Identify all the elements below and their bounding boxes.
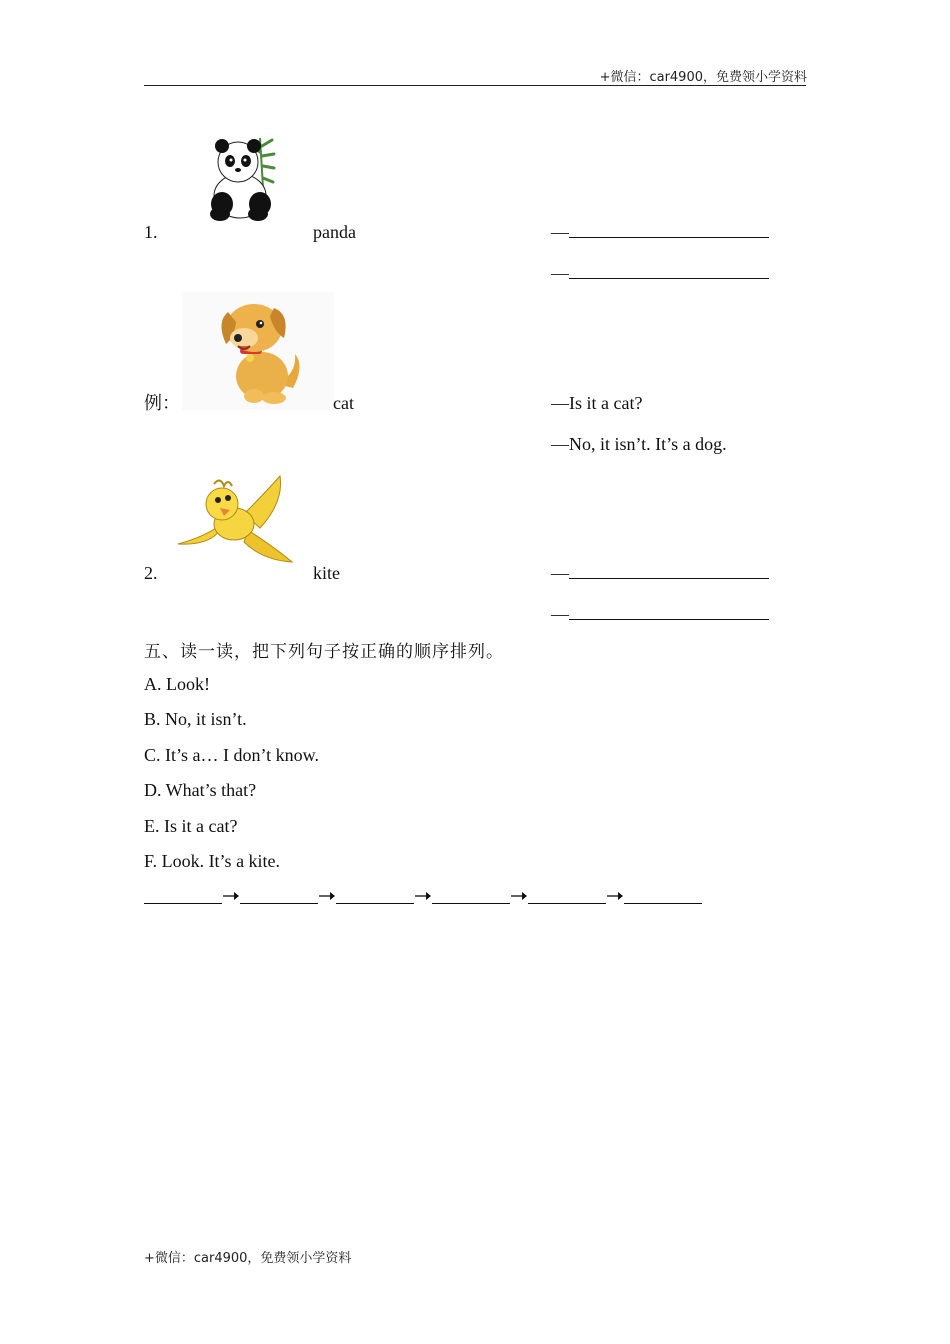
item-1-answer-line-1[interactable]	[551, 221, 769, 243]
blank-line[interactable]	[569, 221, 769, 238]
panda-icon	[200, 134, 284, 224]
sentence-a: A. Look!	[144, 674, 210, 694]
dash: —	[551, 604, 569, 624]
item-2-number: 2.	[144, 563, 158, 583]
sentence-f: F. Look. It’s a kite.	[144, 851, 281, 871]
order-blank-1[interactable]	[144, 886, 222, 904]
arrow-right-icon	[318, 887, 336, 904]
blank-line[interactable]	[569, 562, 769, 579]
dash: —	[551, 222, 569, 242]
arrow-right-icon	[510, 887, 528, 904]
arrow-right-icon	[414, 887, 432, 904]
dash: —	[551, 563, 569, 583]
dash: —	[551, 263, 569, 283]
item-2-answer-line-2[interactable]	[551, 603, 769, 625]
order-blank-5[interactable]	[528, 886, 606, 904]
sentence-e: E. Is it a cat?	[144, 816, 238, 836]
sentence-b: B. No, it isn’t.	[144, 709, 247, 729]
section-title: 五、读一读，把下列句子按正确的顺序排列。	[144, 642, 504, 662]
example-answer-1: —Is it a cat?	[551, 393, 643, 413]
order-answer-row	[144, 886, 702, 904]
item-1-answer-line-2[interactable]	[551, 262, 769, 284]
order-blank-4[interactable]	[432, 886, 510, 904]
order-blank-2[interactable]	[240, 886, 318, 904]
example-word: cat	[333, 393, 354, 413]
footer-text: +微信：car4900，免费领小学资料	[144, 1251, 352, 1266]
blank-line[interactable]	[569, 603, 769, 620]
arrow-right-icon	[222, 887, 240, 904]
item-2-answer-line-1[interactable]	[551, 562, 769, 584]
blank-line[interactable]	[569, 262, 769, 279]
item-1-word: panda	[313, 222, 356, 242]
example-label: 例：	[144, 393, 180, 413]
header-rule	[144, 85, 806, 86]
order-blank-6[interactable]	[624, 886, 702, 904]
bird-image	[174, 474, 294, 568]
order-blank-3[interactable]	[336, 886, 414, 904]
arrow-right-icon	[606, 887, 624, 904]
dog-image	[182, 292, 334, 410]
sentence-d: D. What’s that?	[144, 780, 257, 800]
panda-image	[200, 134, 284, 224]
example-answer-2: —No, it isn’t. It’s a dog.	[551, 434, 727, 454]
dog-icon	[182, 292, 334, 410]
sentence-c: C. It’s a… I don’t know.	[144, 745, 319, 765]
bird-icon	[174, 474, 294, 568]
item-2-word: kite	[313, 563, 340, 583]
item-1-number: 1.	[144, 222, 158, 242]
header-text: +微信：car4900，免费领小学资料	[599, 70, 807, 85]
